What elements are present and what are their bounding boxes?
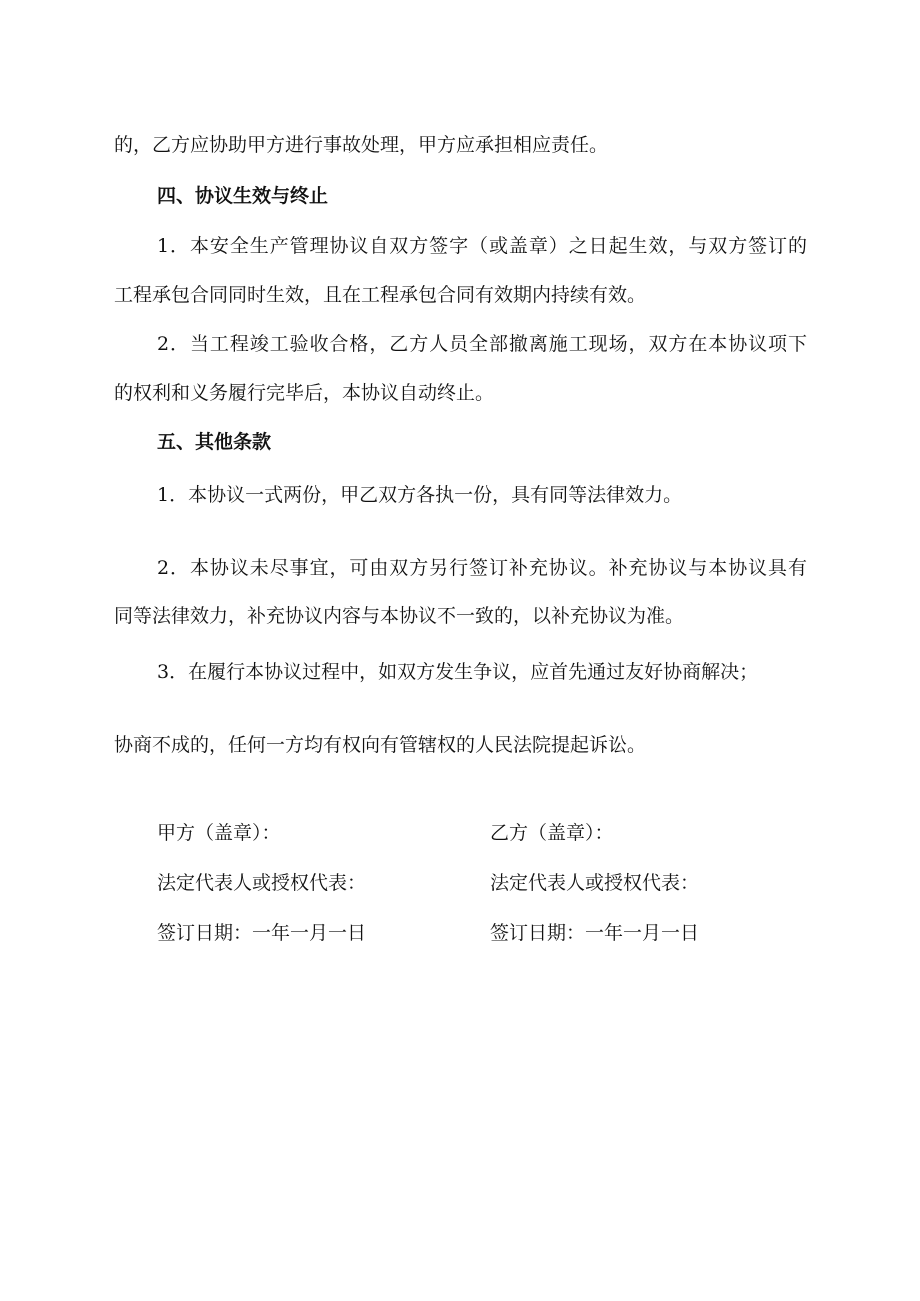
clause-4-2-line-1: 2．当工程竣工验收合格，乙方人员全部撤离施工现场，双方在本协议项下 [157, 333, 807, 355]
clause-5-2-line-1: 2．本协议未尽事宜，可由双方另行签订补充协议。补充协议与本协议具有 [157, 557, 807, 579]
party-a-representative-label: 法定代表人或授权代表： [157, 872, 367, 894]
party-b-date-label: 签订日期：一年一月一日 [490, 922, 700, 944]
clause-4-1-line-2: 工程承包合同同时生效，且在工程承包合同有效期内持续有效。 [114, 284, 647, 306]
party-b-representative-label: 法定代表人或授权代表： [490, 872, 700, 894]
clause-5-3-line-1: 3．在履行本协议过程中，如双方发生争议，应首先通过友好协商解决； [157, 661, 759, 683]
clause-5-2-line-2: 同等法律效力，补充协议内容与本协议不一致的，以补充协议为准。 [114, 605, 685, 627]
party-a-date-label: 签订日期：一年一月一日 [157, 922, 367, 944]
section-heading-effectiveness: 四、协议生效与终止 [157, 185, 329, 207]
party-a-seal-label: 甲方（盖章）： [157, 822, 281, 844]
clause-4-1-line-1: 1．本安全生产管理协议自双方签字（或盖章）之日起生效，与双方签订的 [157, 235, 807, 257]
section-heading-other-terms: 五、其他条款 [157, 431, 272, 453]
party-b-seal-label: 乙方（盖章）： [490, 822, 614, 844]
clause-5-3-line-2: 协商不成的，任何一方均有权向有管辖权的人民法院提起诉讼。 [114, 734, 647, 756]
clause-4-2-line-2: 的权利和义务履行完毕后，本协议自动终止。 [114, 382, 495, 404]
continuation-text: 的，乙方应协助甲方进行事故处理，甲方应承担相应责任。 [114, 134, 609, 156]
clause-5-1-line-1: 1．本协议一式两份，甲乙双方各执一份，具有同等法律效力。 [157, 484, 683, 506]
